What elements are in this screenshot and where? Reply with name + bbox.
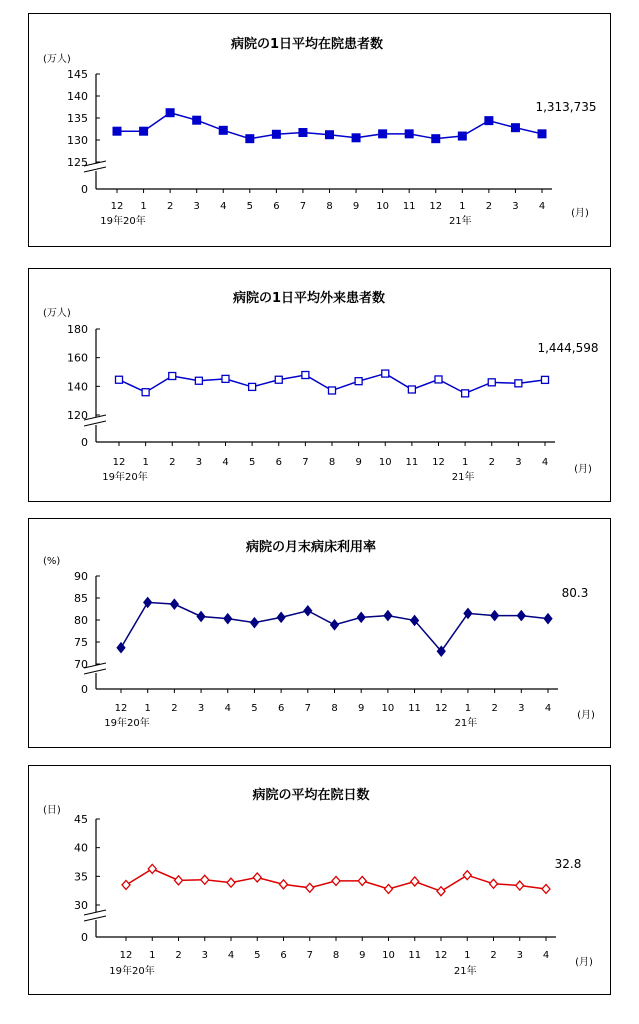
data-point bbox=[435, 376, 442, 383]
data-point bbox=[195, 377, 202, 384]
y-tick-label: 125 bbox=[67, 156, 88, 169]
data-point bbox=[329, 387, 336, 394]
chart-title: 病院の1日平均在院患者数 bbox=[230, 37, 384, 52]
x-tick-label: 2 bbox=[169, 457, 176, 468]
data-point bbox=[201, 875, 209, 884]
x-tick-label: 1 bbox=[140, 201, 147, 212]
y-tick-label: 0 bbox=[81, 183, 88, 196]
last-value-label: 80.3 bbox=[561, 586, 589, 600]
x-tick-label: 4 bbox=[220, 201, 227, 212]
data-point bbox=[463, 871, 471, 880]
last-value-label: 32.8 bbox=[554, 857, 582, 871]
y-tick-label: 45 bbox=[74, 813, 88, 826]
y-tick-label: 80 bbox=[74, 614, 88, 627]
x-tick-label: 10 bbox=[378, 457, 392, 468]
year-label: 21年 bbox=[453, 966, 477, 977]
data-point bbox=[142, 389, 149, 396]
data-point bbox=[405, 130, 413, 138]
data-point bbox=[332, 876, 340, 885]
x-tick-label: 3 bbox=[512, 201, 519, 212]
x-tick-label: 6 bbox=[277, 703, 285, 714]
data-point bbox=[358, 876, 366, 885]
x-tick-label: 3 bbox=[515, 457, 522, 468]
x-tick-label: 7 bbox=[304, 703, 311, 714]
unit-label: (万人) bbox=[43, 54, 71, 65]
x-tick-label: 11 bbox=[405, 457, 419, 468]
x-tick-label: 12 bbox=[114, 703, 128, 714]
x-tick-label: 1 bbox=[149, 950, 156, 961]
y-tick-label: 180 bbox=[67, 323, 88, 336]
x-tick-label: 9 bbox=[359, 950, 366, 961]
chart-svg-4 bbox=[29, 766, 612, 996]
data-point bbox=[331, 620, 339, 630]
x-tick-label: 6 bbox=[275, 457, 282, 468]
y-tick-label: 35 bbox=[74, 870, 88, 884]
data-point bbox=[355, 378, 362, 385]
x-tick-label: 1 bbox=[144, 703, 151, 714]
data-point bbox=[299, 129, 307, 137]
x-tick-label: 3 bbox=[201, 950, 208, 961]
data-point bbox=[113, 127, 121, 135]
y-tick-label: 0 bbox=[81, 683, 88, 696]
x-tick-label: 9 bbox=[358, 703, 365, 714]
chart-svg-2 bbox=[29, 269, 612, 503]
y-tick-label: 130 bbox=[67, 134, 88, 147]
chart-svg-1 bbox=[29, 14, 612, 248]
data-point bbox=[538, 130, 546, 138]
data-point bbox=[250, 618, 258, 628]
data-point bbox=[169, 373, 176, 380]
year-label: 19年20年 bbox=[104, 718, 150, 729]
y-tick-label: 75 bbox=[74, 636, 88, 649]
x-tick-label: 8 bbox=[331, 703, 338, 714]
data-point bbox=[432, 135, 440, 143]
data-point bbox=[219, 126, 227, 134]
x-tick-label: 1 bbox=[142, 457, 149, 468]
data-point bbox=[408, 386, 415, 393]
data-point bbox=[122, 880, 130, 889]
x-tick-label: 9 bbox=[355, 457, 362, 468]
unit-label: (%) bbox=[43, 556, 61, 567]
x-tick-label: 8 bbox=[332, 950, 340, 961]
last-value-label: 1,444,598 bbox=[537, 341, 599, 355]
last-value-label: 1,313,735 bbox=[535, 100, 597, 114]
data-point bbox=[379, 130, 387, 138]
y-tick-label: 40 bbox=[74, 841, 88, 855]
data-point bbox=[306, 883, 314, 892]
y-tick-label: 160 bbox=[67, 351, 88, 365]
x-tick-label: 5 bbox=[246, 201, 253, 212]
x-tick-label: 12 bbox=[112, 457, 126, 468]
month-unit-label: (月) bbox=[575, 957, 593, 968]
x-tick-label: 5 bbox=[251, 703, 258, 714]
x-tick-label: 7 bbox=[306, 950, 313, 961]
data-point bbox=[193, 116, 201, 124]
data-point bbox=[246, 135, 254, 143]
chart-panel-2 bbox=[28, 268, 611, 502]
x-tick-label: 3 bbox=[197, 703, 205, 714]
x-tick-label: 12 bbox=[432, 457, 445, 468]
year-label: 19年20年 bbox=[100, 216, 146, 227]
chart-title: 病院の1日平均外来患者数 bbox=[232, 291, 386, 306]
data-point bbox=[544, 614, 552, 624]
y-tick-label: 90 bbox=[74, 570, 88, 583]
unit-label: (日) bbox=[43, 805, 61, 816]
x-tick-label: 11 bbox=[402, 201, 416, 212]
y-tick-label: 85 bbox=[74, 592, 88, 605]
data-point bbox=[175, 876, 183, 885]
x-tick-label: 2 bbox=[488, 457, 495, 468]
chart-panel-3 bbox=[28, 518, 611, 748]
data-point bbox=[511, 124, 519, 132]
x-tick-label: 2 bbox=[175, 950, 182, 961]
data-point bbox=[542, 376, 549, 383]
year-label: 21年 bbox=[451, 472, 475, 483]
y-tick-label: 0 bbox=[81, 931, 88, 944]
data-point bbox=[249, 383, 256, 390]
data-point bbox=[437, 887, 445, 896]
y-tick-label: 30 bbox=[74, 899, 88, 912]
data-point bbox=[516, 881, 524, 890]
x-tick-label: 5 bbox=[254, 950, 261, 961]
x-tick-label: 2 bbox=[485, 201, 493, 212]
data-point bbox=[352, 134, 360, 142]
x-tick-label: 4 bbox=[538, 201, 546, 212]
x-tick-label: 12 bbox=[434, 703, 448, 714]
x-tick-label: 10 bbox=[381, 703, 395, 714]
x-tick-label: 4 bbox=[227, 950, 235, 961]
x-tick-label: 3 bbox=[195, 457, 203, 468]
year-label: 21年 bbox=[454, 718, 478, 729]
unit-label: (万人) bbox=[43, 308, 71, 319]
data-point bbox=[272, 130, 280, 138]
month-unit-label: (月) bbox=[574, 464, 592, 475]
data-point bbox=[485, 117, 493, 125]
data-point bbox=[166, 109, 174, 117]
data-point bbox=[515, 380, 522, 387]
x-tick-label: 7 bbox=[299, 201, 307, 212]
x-tick-label: 2 bbox=[166, 201, 174, 212]
data-point bbox=[488, 379, 495, 386]
chart-panel-1 bbox=[28, 13, 611, 247]
month-unit-label: (月) bbox=[577, 710, 595, 721]
data-point bbox=[280, 880, 288, 889]
x-tick-label: 4 bbox=[541, 457, 549, 468]
data-point bbox=[385, 884, 393, 893]
x-tick-label: 5 bbox=[248, 457, 256, 468]
chart-panel-4 bbox=[28, 765, 611, 995]
x-tick-label: 8 bbox=[326, 201, 333, 212]
data-point bbox=[384, 611, 392, 621]
data-point bbox=[140, 127, 148, 135]
month-unit-label: (月) bbox=[571, 208, 589, 219]
x-tick-label: 1 bbox=[461, 457, 469, 468]
y-tick-label: 135 bbox=[67, 112, 88, 125]
x-tick-label: 4 bbox=[544, 703, 552, 714]
x-tick-label: 1 bbox=[459, 201, 466, 212]
data-point bbox=[253, 873, 261, 882]
y-tick-label: 0 bbox=[81, 436, 88, 449]
data-point bbox=[170, 599, 178, 609]
x-tick-label: 3 bbox=[516, 950, 523, 961]
data-point bbox=[227, 878, 235, 887]
x-tick-label: 10 bbox=[376, 201, 389, 212]
data-point bbox=[542, 884, 550, 893]
x-tick-label: 2 bbox=[490, 950, 497, 961]
x-tick-label: 1 bbox=[464, 950, 471, 961]
x-tick-label: 7 bbox=[302, 457, 309, 468]
data-point bbox=[224, 614, 232, 624]
x-tick-label: 6 bbox=[280, 950, 287, 961]
x-tick-label: 1 bbox=[464, 703, 472, 714]
data-point bbox=[382, 370, 389, 377]
data-point bbox=[517, 611, 525, 621]
data-point bbox=[277, 612, 285, 622]
y-tick-label: 140 bbox=[67, 90, 88, 103]
data-point bbox=[357, 612, 365, 622]
x-tick-label: 6 bbox=[273, 201, 280, 212]
data-point bbox=[490, 879, 498, 888]
y-tick-label: 70 bbox=[74, 658, 88, 671]
chart-svg-3 bbox=[29, 519, 612, 749]
data-point bbox=[326, 131, 334, 139]
y-tick-label: 140 bbox=[67, 380, 88, 394]
data-point bbox=[197, 611, 205, 621]
y-tick-label: 120 bbox=[67, 409, 88, 422]
chart-title: 病院の月末病床利用率 bbox=[245, 540, 377, 555]
x-tick-label: 11 bbox=[408, 703, 421, 714]
data-point bbox=[458, 132, 466, 140]
x-tick-label: 9 bbox=[352, 201, 360, 212]
x-tick-label: 12 bbox=[434, 950, 448, 961]
data-point bbox=[462, 390, 469, 397]
x-tick-label: 12 bbox=[110, 201, 124, 212]
x-tick-label: 4 bbox=[542, 950, 550, 961]
data-point bbox=[116, 376, 123, 383]
y-tick-label: 145 bbox=[67, 68, 88, 81]
x-tick-label: 12 bbox=[429, 201, 443, 212]
chart-title: 病院の平均在院日数 bbox=[252, 788, 370, 803]
data-point bbox=[222, 375, 229, 382]
x-tick-label: 8 bbox=[328, 457, 336, 468]
year-label: 21年 bbox=[448, 216, 472, 227]
x-tick-label: 4 bbox=[222, 457, 229, 468]
year-label: 19年20年 bbox=[109, 966, 155, 977]
x-tick-label: 2 bbox=[171, 703, 178, 714]
x-tick-label: 10 bbox=[382, 950, 395, 961]
x-tick-label: 2 bbox=[491, 703, 498, 714]
x-tick-label: 4 bbox=[224, 703, 231, 714]
x-tick-label: 3 bbox=[518, 703, 525, 714]
x-tick-label: 12 bbox=[119, 950, 133, 961]
data-point bbox=[411, 877, 419, 886]
year-label: 19年20年 bbox=[102, 472, 148, 483]
axis-break-mark bbox=[84, 916, 106, 921]
data-point bbox=[302, 372, 309, 379]
data-point bbox=[148, 864, 156, 873]
data-point bbox=[491, 611, 499, 621]
data-point bbox=[304, 606, 312, 616]
x-tick-label: 3 bbox=[193, 201, 200, 212]
x-tick-label: 11 bbox=[408, 950, 422, 961]
data-point bbox=[275, 376, 282, 383]
